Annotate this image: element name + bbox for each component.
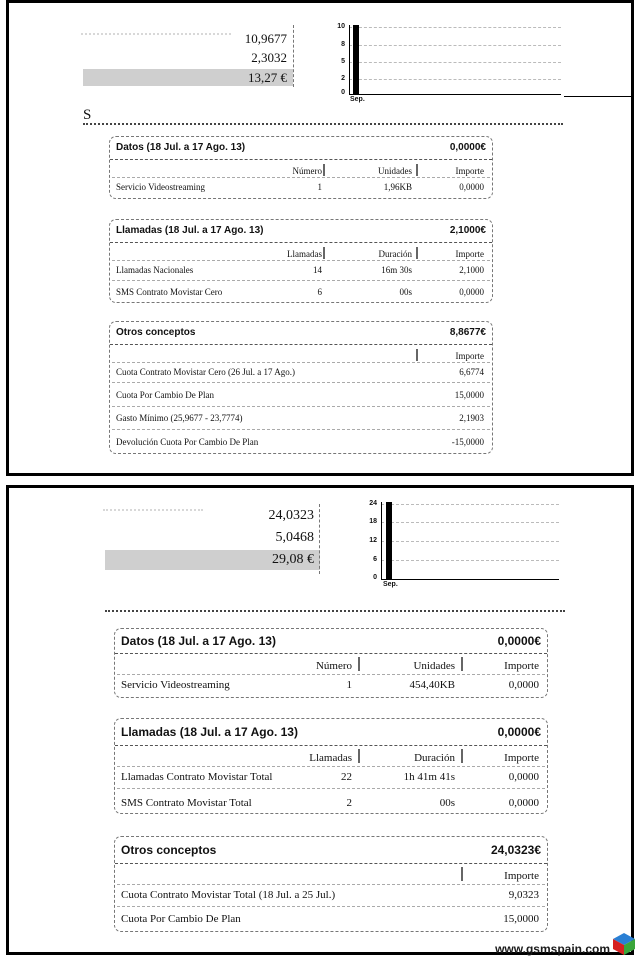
grid-line [381, 560, 559, 561]
sms-count: 6 [317, 287, 322, 297]
col-header-llamadas: Llamadas [309, 752, 352, 764]
llamadas-importe: 0,0000 [508, 771, 539, 783]
section-separator [105, 610, 565, 612]
y-tick: 24 [369, 500, 377, 507]
row-separator [117, 884, 545, 885]
row-separator [112, 362, 490, 363]
y-tick: 8 [341, 41, 345, 48]
column-divider [461, 867, 463, 881]
grid-line [381, 504, 559, 505]
col-header-numero: Número [292, 166, 322, 176]
y-tick: 10 [337, 23, 345, 30]
sms-duration: 00s [439, 797, 455, 809]
otros-importe: 2,1903 [459, 413, 484, 423]
col-header-llamadas: Llamadas [287, 249, 322, 259]
col-header-unidades: Unidades [413, 660, 455, 672]
grid-line [349, 27, 561, 28]
section-separator [83, 123, 563, 125]
summary-total: 29,08 € [272, 552, 314, 567]
datos-unidades: 454,40KB [409, 679, 455, 691]
grid-line [349, 45, 561, 46]
column-divider [358, 657, 360, 671]
y-axis [349, 25, 350, 95]
grid-line [349, 79, 561, 80]
column-divider [416, 164, 418, 176]
datos-box [109, 136, 493, 199]
col-header-unidades: Unidades [378, 166, 412, 176]
grid-line [381, 522, 559, 523]
row-separator [117, 906, 545, 907]
datos-header [115, 629, 547, 654]
otros-total: 24,0323€ [490, 843, 541, 857]
datos-title: Datos (18 Jul. a 17 Ago. 13) [121, 634, 276, 648]
x-label: Sep. [383, 581, 398, 588]
sms-concept: SMS Contrato Movistar Total [121, 797, 252, 809]
column-divider [416, 247, 418, 259]
y-tick: 5 [341, 58, 345, 65]
datos-concept: Servicio Videostreaming [121, 679, 230, 691]
row-separator [112, 382, 490, 383]
datos-box [114, 628, 548, 698]
llamadas-count: 14 [313, 265, 322, 275]
otros-concept: Gasto Mínimo (25,9677 - 23,7774) [116, 413, 243, 423]
sms-importe: 0,0000 [459, 287, 484, 297]
invoice-scan-bottom [6, 485, 634, 955]
sms-concept: SMS Contrato Movistar Cero [116, 287, 223, 297]
otros-header [115, 837, 547, 864]
x-axis [381, 579, 559, 580]
y-tick: 0 [341, 89, 345, 96]
datos-concept: Servicio Videostreaming [116, 182, 206, 192]
datos-importe: 0,0000 [508, 679, 539, 691]
llamadas-total: 2,1000€ [449, 225, 486, 236]
row-separator [117, 674, 545, 675]
otros-importe: -15,0000 [451, 437, 484, 447]
llamadas-title: Llamadas (18 Jul. a 17 Ago. 13) [121, 725, 298, 739]
usage-bar [386, 502, 392, 580]
column-divider [461, 749, 463, 763]
col-header-importe: Importe [455, 351, 484, 361]
llamadas-title: Llamadas (18 Jul. a 17 Ago. 13) [116, 225, 264, 236]
summary-block [105, 502, 320, 572]
otros-total: 8,8677€ [449, 327, 486, 338]
col-header-importe: Importe [504, 752, 539, 764]
llamadas-duration: 16m 30s [381, 265, 412, 275]
y-tick: 18 [369, 518, 377, 525]
otros-importe: 9,0323 [508, 889, 539, 901]
col-header-importe: Importe [455, 249, 484, 259]
site-watermark: www.gsmspain.com [495, 942, 610, 956]
otros-concept: Cuota Contrato Movistar Total (18 Jul. a 25 Jul.) [121, 889, 336, 901]
otros-concept: Cuota Contrato Movistar Cero (26 Jul. a 17 Ago.) [116, 367, 295, 377]
datos-importe: 0,0000 [459, 182, 484, 192]
col-header-numero: Número [315, 660, 352, 672]
llamadas-importe: 2,1000 [459, 265, 484, 275]
chart-baseline-extension [564, 96, 634, 97]
col-header-importe: Importe [455, 166, 484, 176]
llamadas-duration: 1h 41m 41s [403, 771, 455, 783]
col-header-importe: Importe [504, 870, 539, 882]
invoice-scan-top [6, 0, 634, 476]
summary-value-1: 24,0323 [268, 508, 314, 523]
otros-title: Otros conceptos [121, 843, 217, 857]
datos-header [110, 137, 492, 160]
datos-unidades: 1,96KB [383, 182, 412, 192]
column-divider [323, 164, 325, 176]
llamadas-header [110, 220, 492, 243]
otros-header [110, 322, 492, 345]
col-header-importe: Importe [504, 660, 539, 672]
summary-value-2: 5,0468 [275, 530, 314, 545]
summary-value-2: 2,3032 [251, 50, 287, 65]
column-divider [416, 349, 418, 361]
datos-numero: 1 [346, 679, 352, 691]
row-separator [112, 280, 490, 281]
section-letter: S [83, 107, 92, 123]
x-axis [349, 94, 561, 95]
summary-divider [319, 504, 320, 574]
sms-count: 2 [346, 797, 352, 809]
usage-bar [353, 25, 359, 95]
llamadas-total: 0,0000€ [497, 725, 541, 739]
otros-concept: Cuota Por Cambio De Plan [121, 913, 241, 925]
llamadas-box [114, 718, 548, 814]
summary-value-1: 10,9677 [244, 31, 287, 46]
usage-chart [363, 502, 559, 590]
llamadas-concept: Llamadas Nacionales [116, 265, 194, 275]
column-divider [358, 749, 360, 763]
y-tick: 0 [373, 574, 377, 581]
otros-box [109, 321, 493, 454]
y-tick: 6 [373, 556, 377, 563]
x-label: Sep. [350, 96, 365, 103]
summary-total: 13,27 € [248, 70, 287, 85]
row-separator [117, 766, 545, 767]
otros-importe: 15,0000 [503, 913, 539, 925]
row-separator [112, 406, 490, 407]
llamadas-concept: Llamadas Contrato Movistar Total [121, 771, 273, 783]
otros-box [114, 836, 548, 932]
col-header-duracion: Duración [378, 249, 412, 259]
summary-divider [293, 25, 294, 87]
row-separator [112, 177, 490, 178]
column-divider [461, 657, 463, 671]
datos-title: Datos (18 Jul. a 17 Ago. 13) [116, 142, 246, 153]
row-separator [112, 429, 490, 430]
column-divider [323, 247, 325, 259]
sms-importe: 0,0000 [508, 797, 539, 809]
grid-line [349, 62, 561, 63]
otros-concept: Cuota Por Cambio De Plan [116, 390, 214, 400]
otros-importe: 15,0000 [454, 390, 484, 400]
sms-duration: 00s [399, 287, 412, 297]
row-separator [117, 788, 545, 789]
gsmspain-logo-icon [612, 932, 636, 956]
usage-chart [331, 25, 561, 105]
otros-concept: Devolución Cuota Por Cambio De Plan [116, 437, 259, 447]
otros-importe: 6,6774 [459, 367, 484, 377]
summary-block [83, 25, 293, 87]
datos-total: 0,0000€ [449, 142, 486, 153]
datos-numero: 1 [317, 182, 322, 192]
otros-title: Otros conceptos [116, 327, 196, 338]
y-tick: 2 [341, 75, 345, 82]
row-separator [112, 260, 490, 261]
y-axis [381, 502, 382, 580]
y-tick: 12 [369, 537, 377, 544]
col-header-duracion: Duración [414, 752, 455, 764]
llamadas-count: 22 [341, 771, 352, 783]
grid-line [381, 541, 559, 542]
llamadas-header [115, 719, 547, 746]
llamadas-box [109, 219, 493, 303]
datos-total: 0,0000€ [497, 634, 541, 648]
